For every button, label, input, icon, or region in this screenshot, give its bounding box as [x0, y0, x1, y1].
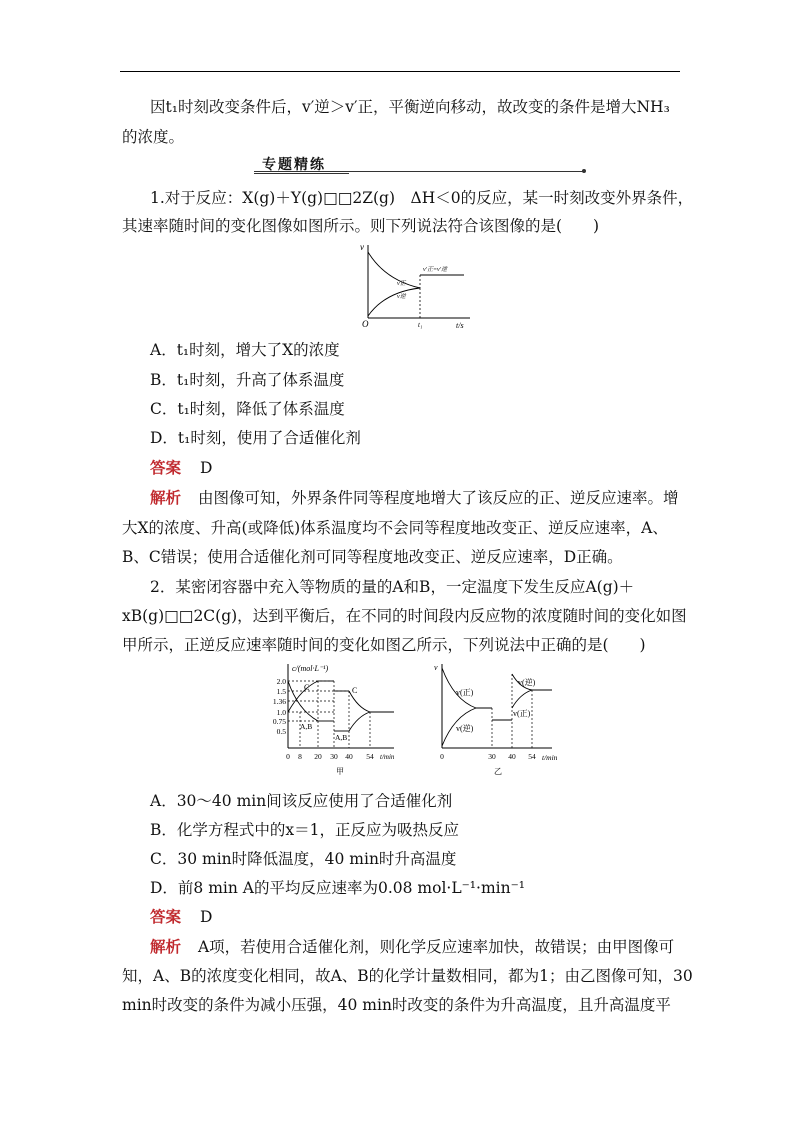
q2-analysis-label: 解析 [150, 937, 182, 956]
q1-answer-value: D [199, 459, 213, 477]
q1-option-c: C．t₁时刻，降低了体系温度 [150, 400, 345, 418]
q2a-label-c-2: C [352, 686, 358, 695]
q2a-xtick-8: 8 [298, 752, 302, 761]
q2b-x-axis-label: t/min [542, 753, 558, 762]
q2-answer-value: D [199, 908, 213, 926]
q1-option-d: D．t₁时刻，使用了合适催化剂 [150, 429, 361, 447]
q2b-reverse-after-40 [512, 690, 532, 708]
q2-option-a: A．30～40 min间该反应使用了合适催化剂 [150, 792, 453, 810]
q1-answer-label: 答案 [150, 458, 182, 477]
q1-y-axis-label: v [360, 242, 364, 252]
q1-forward-curve [368, 252, 420, 288]
q2-analysis-line-3: min时改变的条件为减小压强，40 min时改变的条件为升高温度，且升高温度平 [122, 996, 671, 1014]
q2b-xtick-40: 40 [508, 752, 516, 761]
q1-analysis-line-1: 解析 由图像可知，外界条件同等程度地增大了该反应的正、逆反应速率。增 [150, 488, 679, 507]
intro-line-2: 的浓度。 [122, 128, 185, 146]
q2a-y-axis-label: c/(mol·L⁻¹) [292, 664, 329, 673]
q1-option-a: A．t₁时刻，增大了X的浓度 [150, 341, 340, 359]
q2a-ytick-0.5: 0.5 [276, 727, 286, 736]
section-title: 专题精练 [262, 157, 326, 173]
q2a-x-axis-label: t/min [380, 753, 395, 761]
intro-line-1: 因t₁时刻改变条件后，v′逆＞v′正，平衡逆向移动，故改变的条件是增大NH₃ [150, 98, 670, 116]
q2b-xtick-0: 0 [440, 752, 444, 761]
q2a-xtick-30: 30 [330, 752, 338, 761]
q2-answer-label: 答案 [150, 907, 182, 926]
q1-reverse-label: v逆 [397, 294, 406, 300]
q1-stem-line-1: 1.对于反应：X(g)＋Y(g)□□2Z(g) ΔH＜0的反应，某一时刻改变外界条件， [150, 189, 694, 207]
q2-stem-line-2: xB(g)□□2C(g)，达到平衡后，在不同的时间段内反应物的浓度随时间的变化如图 [122, 607, 687, 625]
q2-stem-line-1: 2．某密闭容器中充入等物质的量的A和B，一定温度下发生反应A(g)＋ [150, 578, 635, 596]
q2a-ytick-1.5: 1.5 [276, 687, 286, 696]
q2b-y-axis-label: v [434, 663, 438, 672]
q2a-ytick-2.0: 2.0 [276, 677, 286, 686]
q2b-label-forward-2: v(正) [513, 709, 531, 718]
q2b-xtick-54: 54 [528, 752, 536, 761]
q2b-label-forward: v(正) [456, 688, 474, 697]
section-header [254, 154, 586, 174]
q2a-curve-c-rise [288, 681, 318, 712]
q2a-ytick-1.0: 1.0 [276, 708, 286, 717]
q2-analysis-line-1: 解析 A项，若使用合适催化剂，则化学反应速率加快，故错误；由甲图像可 [150, 937, 675, 956]
q2b-label-reverse: v(逆) [456, 724, 474, 733]
q2a-label-ab-1: A,B [300, 722, 313, 731]
q2a-xtick-40: 40 [345, 752, 353, 761]
q1-stem-line-2: 其速率随时间的变化图像如图所示。则下列说法符合该图像的是( ) [122, 217, 600, 235]
q2-analysis-line-2: 知，A、B的浓度变化相同，故A、B的化学计量数相同，都为1；由乙图像可知，30 [122, 967, 693, 985]
q1-reverse-curve [368, 288, 420, 316]
q2a-curve-ab-rise [349, 712, 370, 731]
q1-analysis-line-2: 大X的浓度、升高(或降低)体系温度均不会同等程度地改变正、逆反应速率，A、 [122, 519, 668, 537]
q1-x-axis-label: t/s [456, 321, 464, 330]
q2-stem-line-3: 甲所示，正逆反应速率随时间的变化如图乙所示，下列说法中正确的是( ) [122, 636, 646, 654]
q1-after-label: v′正=v′逆 [423, 267, 448, 273]
q2b-xtick-30: 30 [488, 752, 496, 761]
q2-option-d: D．前8 min A的平均反应速率为0.08 mol·L⁻¹·min⁻¹ [150, 879, 525, 897]
q2-fig-b-rate-graph [430, 660, 580, 782]
q2-fig-a-concentration-graph [262, 660, 412, 782]
q1-analysis-line-3: B、C错误；使用合适催化剂可同等程度地改变正、逆反应速率，D正确。 [122, 548, 623, 566]
q1-answer-row [150, 458, 710, 478]
q2a-xtick-20: 20 [314, 752, 322, 761]
q2a-label-ab-2: A,B [335, 733, 348, 742]
q2a-ytick-1.36: 1.36 [272, 697, 286, 706]
q1-t1-tick: t₁ [418, 321, 423, 329]
q1-option-b: B．t₁时刻，升高了体系温度 [150, 371, 345, 389]
q2a-ytick-0.75: 0.75 [272, 717, 286, 726]
q2a-xtick-54: 54 [366, 752, 374, 761]
q2-option-b: B．化学方程式中的x＝1，正反应为吸热反应 [150, 821, 459, 839]
q2b-label-reverse-2: v(逆) [518, 678, 536, 687]
q1-rate-time-graph [360, 240, 480, 332]
q2a-xtick-0: 0 [286, 752, 290, 761]
q1-analysis-label: 解析 [150, 488, 182, 507]
q1-origin-label: O [362, 319, 369, 329]
q2a-caption: 甲 [336, 767, 344, 776]
q2b-caption: 乙 [494, 767, 502, 776]
q2-answer-row [150, 907, 710, 927]
header-rule [120, 71, 680, 72]
q2-option-c: C．30 min时降低温度，40 min时升高温度 [150, 850, 457, 868]
q1-forward-label: v正 [397, 281, 406, 287]
q2a-label-c-1: C [304, 683, 310, 692]
